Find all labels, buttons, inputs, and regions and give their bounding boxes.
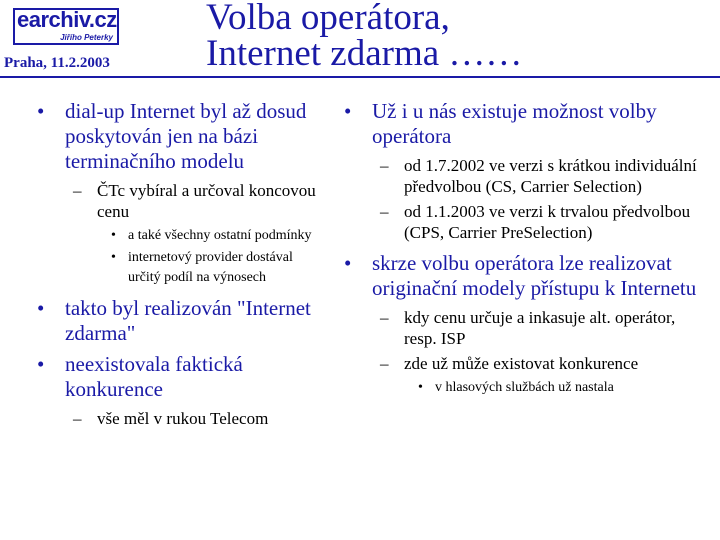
title-line-1: Volba operátora, <box>206 0 450 38</box>
left-column <box>37 99 327 433</box>
slide-title <box>206 0 522 72</box>
subsubbullet-marker: • <box>111 228 116 243</box>
subbullet-ctc-pricing <box>37 180 327 222</box>
bullet-internet-zdarma <box>37 296 327 346</box>
bullet-marker: • <box>344 99 352 123</box>
subbullet-marker: – <box>73 409 82 428</box>
subsubbullet-text: v hlasových službách už nastala <box>435 380 614 395</box>
bullet-dialup <box>37 99 327 174</box>
subbullet-marker: – <box>380 202 389 221</box>
subsubbullet-marker: • <box>418 380 423 395</box>
subsubbullet-text: internetový provider dostával určitý podíl na výnosech <box>128 250 293 285</box>
subbullet-marker: – <box>380 308 389 327</box>
subbullet-text: vše měl v rukou Telecom <box>97 409 269 428</box>
title-divider <box>0 76 720 78</box>
subsubbullet-conditions <box>37 226 327 246</box>
bullet-text: skrze volbu operátora lze realizovat originační modely přístupu k Internetu <box>372 251 697 300</box>
bullet-text: takto byl realizován "Internet zdarma" <box>65 296 311 345</box>
subbullet-marker: – <box>73 181 82 200</box>
earchiv-logo <box>13 8 119 45</box>
right-column <box>344 99 704 400</box>
subbullet-competition-possible <box>344 353 704 374</box>
bullet-text: neexistovala faktická konkurence <box>65 352 243 401</box>
logo-text: earchiv.cz <box>17 7 117 32</box>
bullet-marker: • <box>37 296 45 320</box>
subbullet-carrier-selection <box>344 155 704 197</box>
bullet-marker: • <box>37 352 45 376</box>
subsubbullet-text: a také všechny ostatní podmínky <box>128 228 312 243</box>
subsubbullet-provider-share <box>37 248 327 288</box>
subbullet-marker: – <box>380 156 389 175</box>
subbullet-alt-operator-pricing <box>344 307 704 349</box>
subsubbullet-marker: • <box>111 250 116 265</box>
subbullet-text: od 1.1.2003 ve verzi k trvalou předvolbou (CPS, Carrier PreSelection) <box>404 202 691 242</box>
subbullet-marker: – <box>380 354 389 373</box>
subsubbullet-voice-services <box>344 378 704 398</box>
bullet-marker: • <box>344 251 352 275</box>
bullet-marker: • <box>37 99 45 123</box>
title-line-2: Internet zdarma …… <box>206 33 523 74</box>
bullet-operator-choice <box>344 99 704 149</box>
presentation-date: Praha, 11.2.2003 <box>4 55 110 71</box>
bullet-no-competition <box>37 352 327 402</box>
subbullet-text: zde už může existovat konkurence <box>404 354 639 373</box>
subbullet-text: od 1.7.2002 ve verzi s krátkou individuální předvolbou (CS, Carrier Selection) <box>404 156 697 196</box>
bullet-text: dial-up Internet byl až dosud poskytován jen na bázi terminačního modelu <box>65 99 307 173</box>
bullet-origination-models <box>344 251 704 301</box>
subbullet-text: ČTc vybíral a určoval koncovou cenu <box>97 181 316 221</box>
bullet-text: Už i u nás existuje možnost volby operátora <box>372 99 657 148</box>
subbullet-telecom <box>37 408 327 429</box>
subbullet-text: kdy cenu určuje a inkasuje alt. operátor, resp. ISP <box>404 308 676 348</box>
logo-subtext: Jiřího Peterky <box>60 33 113 42</box>
subbullet-carrier-preselection <box>344 201 704 243</box>
